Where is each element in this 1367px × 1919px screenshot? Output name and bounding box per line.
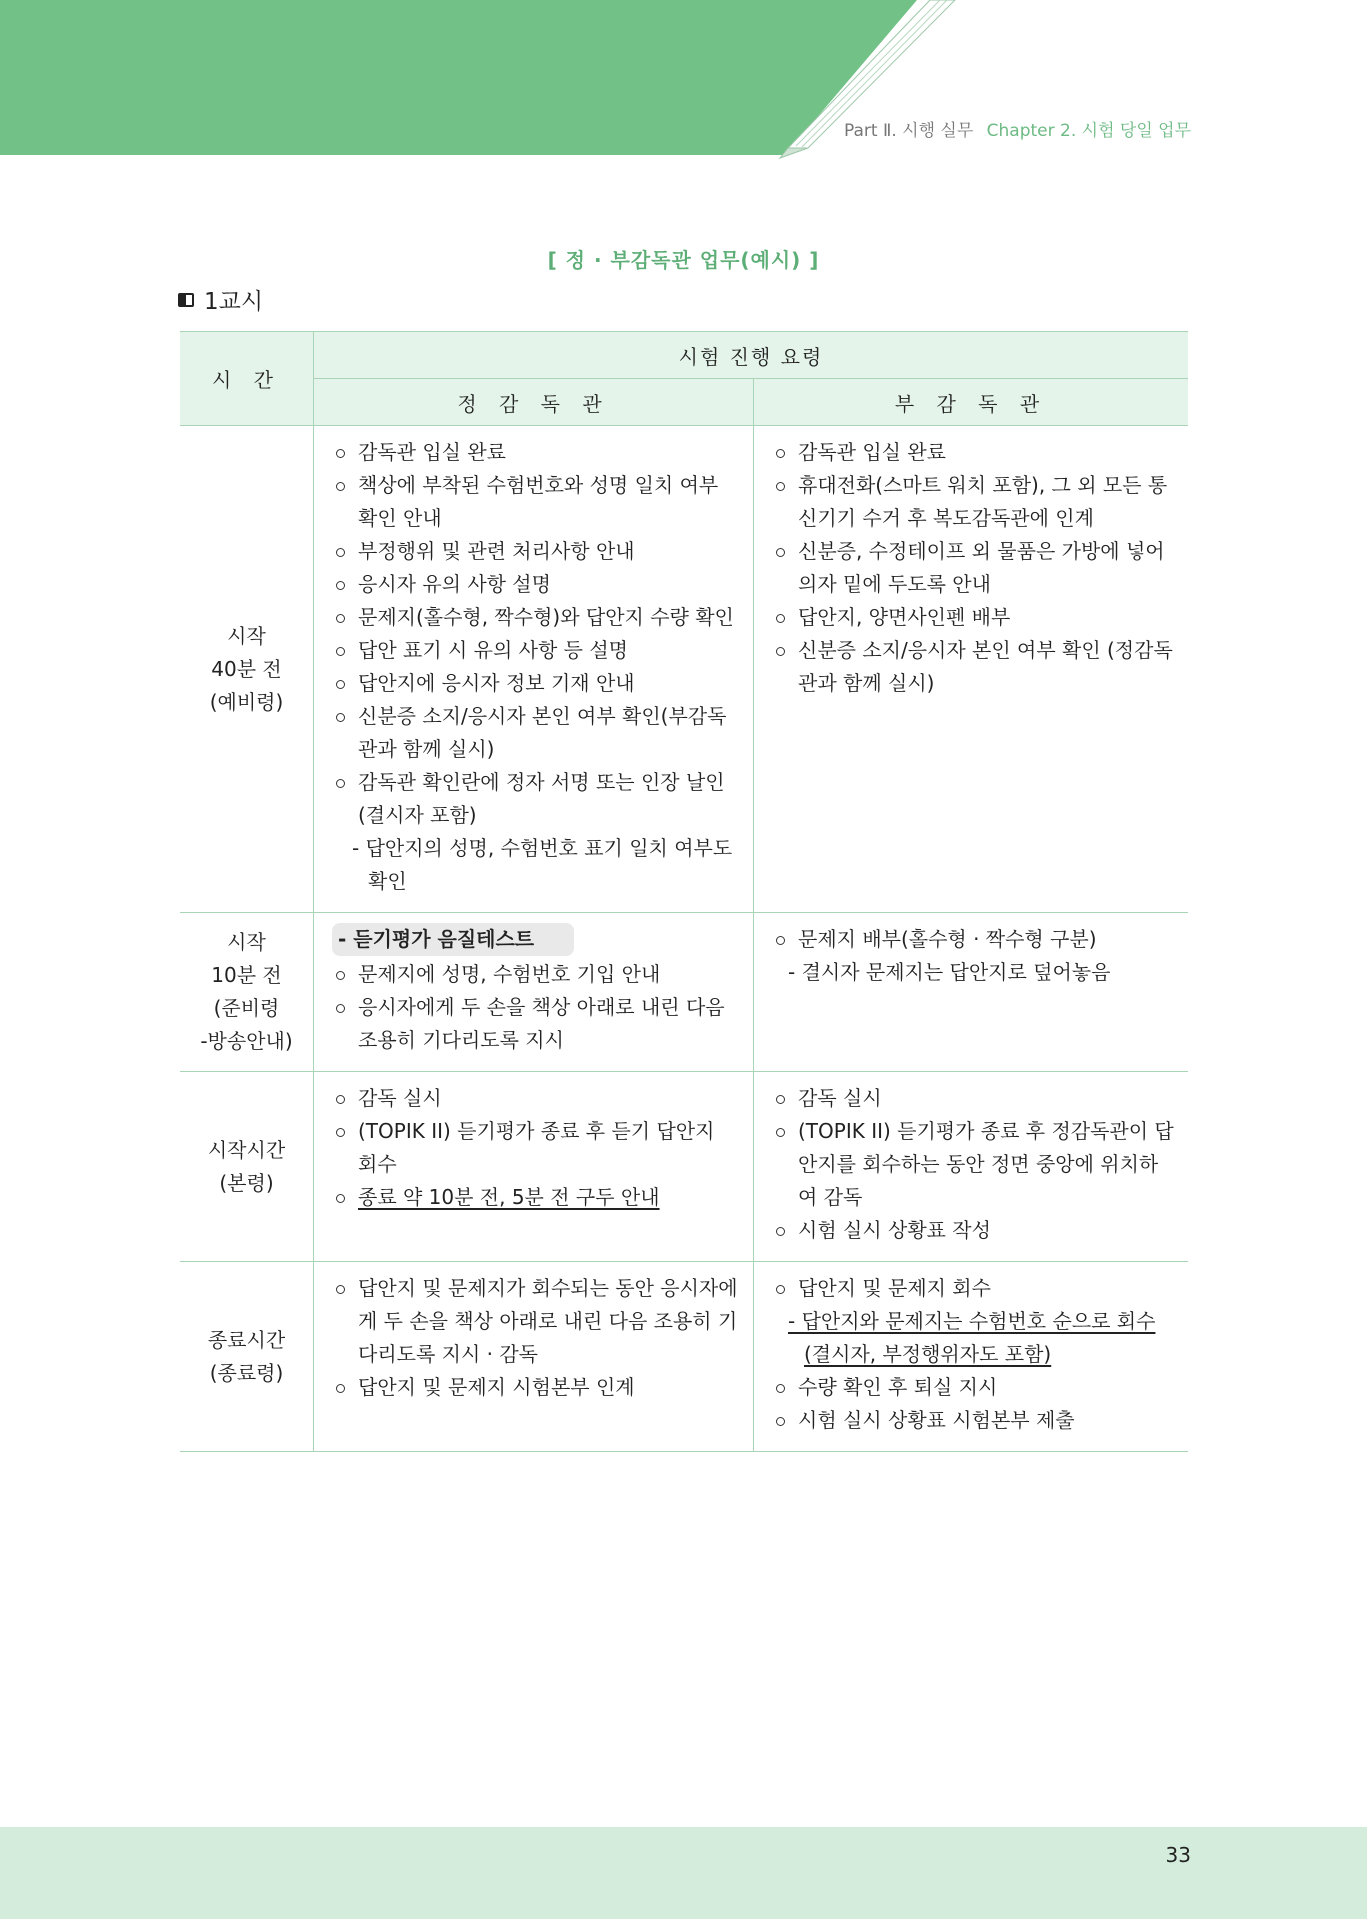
list-item: 신분증 소지/응시자 본인 여부 확인 (정감독관과 함께 실시) [772,634,1174,700]
footer-band [0,1827,1367,1919]
part-label: Part Ⅱ. 시행 실무 [844,121,974,141]
period-heading [178,283,263,316]
sub-note: - 답안지와 문제지는 수험번호 순으로 회수 (결시자, 부정행위자도 포함) [788,1309,1156,1366]
list-item [332,1181,739,1214]
list-item: (TOPIK II) 듣기평가 종료 후 듣기 답안지 회수 [332,1115,739,1181]
time-cell [180,426,314,913]
list-item: 답안지 및 문제지 회수 [772,1272,1174,1305]
list-item: 문제지 배부(홀수형 · 짝수형 구분) [772,923,1174,956]
time-text: 시작 [227,623,266,648]
period-label: 1교시 [204,289,264,315]
list-item: 신분증 소지/응시자 본인 여부 확인(부감독관과 함께 실시) [332,700,739,766]
assistant-proctor-cell [754,1072,1189,1262]
list-item: 감독 실시 [772,1082,1174,1115]
main-proctor-header: 정 감 독 관 [314,379,754,426]
time-text: (준비령 [213,996,280,1020]
sub-note: - 답안지의 성명, 수험번호 표기 일치 여부도 확인 [352,836,733,893]
main-proctor-cell [314,1262,754,1452]
table-row [180,1072,1188,1262]
list-item: 답안지, 양면사인펜 배부 [772,601,1174,634]
assistant-proctor-cell [754,426,1189,913]
time-text: 시작 [227,930,266,954]
time-text: -방송안내) [200,1029,293,1053]
chapter-label: Chapter 2. 시험 당일 업무 [986,121,1191,141]
list-item: 응시자 유의 사항 설명 [332,568,739,601]
list-item: 감독 실시 [332,1082,739,1115]
time-cell [180,1072,314,1262]
time-text: 10분 전 [211,963,282,987]
list-item: 응시자에게 두 손을 책상 아래로 내린 다음 조용히 기다리도록 지시 [332,991,739,1057]
list-item: 답안지 및 문제지가 회수되는 동안 응시자에게 두 손을 책상 아래로 내린 다음 조용히 기다리도록 지시 · 감독 [332,1272,739,1371]
list-item: 답안지 및 문제지 시험본부 인계 [332,1371,739,1404]
highlight-label: - 듣기평가 음질테스트 [332,923,574,956]
main-proctor-cell [314,426,754,913]
list-item: 책상에 부착된 수험번호와 성명 일치 여부 확인 안내 [332,469,739,535]
list-item: (TOPIK II) 듣기평가 종료 후 정감독관이 답안지를 회수하는 동안 정면 중앙에 위치하여 감독 [772,1115,1174,1214]
list-item: 답안 표기 시 유의 사항 등 설명 [332,634,739,667]
assistant-proctor-cell [754,913,1189,1072]
list-item: 문제지(홀수형, 짝수형)와 답안지 수량 확인 [332,601,739,634]
list-item: 감독관 입실 완료 [772,436,1174,469]
table-row [180,426,1188,913]
page-number: 33 [1165,1843,1191,1867]
main-proctor-cell [314,913,754,1072]
assistant-proctor-header: 부 감 독 관 [754,379,1189,426]
time-cell [180,1262,314,1452]
underlined-text: 종료 약 10분 전, 5분 전 구두 안내 [358,1185,660,1209]
assistant-proctor-cell [754,1262,1189,1452]
procedure-header: 시험 진행 요령 [314,332,1189,379]
list-item: 부정행위 및 관련 처리사항 안내 [332,535,739,568]
list-item: 감독관 입실 완료 [332,436,739,469]
bullet-icon [178,293,194,307]
time-text: (본령) [219,1170,274,1195]
list-item: 시험 실시 상황표 시험본부 제출 [772,1404,1174,1437]
list-item: 수량 확인 후 퇴실 지시 [772,1371,1174,1404]
running-head [844,116,1191,141]
list-item: 시험 실시 상황표 작성 [772,1214,1174,1247]
time-cell [180,913,314,1072]
list-item: 문제지에 성명, 수험번호 기입 안내 [332,958,739,991]
list-item: 감독관 확인란에 정자 서명 또는 인장 날인 (결시자 포함) [332,766,739,832]
time-text: 종료시간 [207,1327,286,1352]
list-item: 휴대전화(스마트 워치 포함), 그 외 모든 통신기기 수거 후 복도감독관에 인계 [772,469,1174,535]
main-proctor-cell [314,1072,754,1262]
duty-table [180,331,1188,1452]
time-text: (예비령) [209,689,284,714]
list-item: 답안지에 응시자 정보 기재 안내 [332,667,739,700]
time-header: 시 간 [180,332,314,426]
table-row [180,913,1188,1072]
table-caption: [ 정 · 부감독관 업무(예시) ] [547,248,820,272]
time-text: 40분 전 [211,656,282,681]
time-text: (종료령) [209,1360,284,1385]
sub-note: - 결시자 문제지는 답안지로 덮어놓음 [788,960,1111,984]
table-row [180,1262,1188,1452]
time-text: 시작시간 [207,1137,286,1162]
list-item: 신분증, 수정테이프 외 물품은 가방에 넣어 의자 밑에 두도록 안내 [772,535,1174,601]
